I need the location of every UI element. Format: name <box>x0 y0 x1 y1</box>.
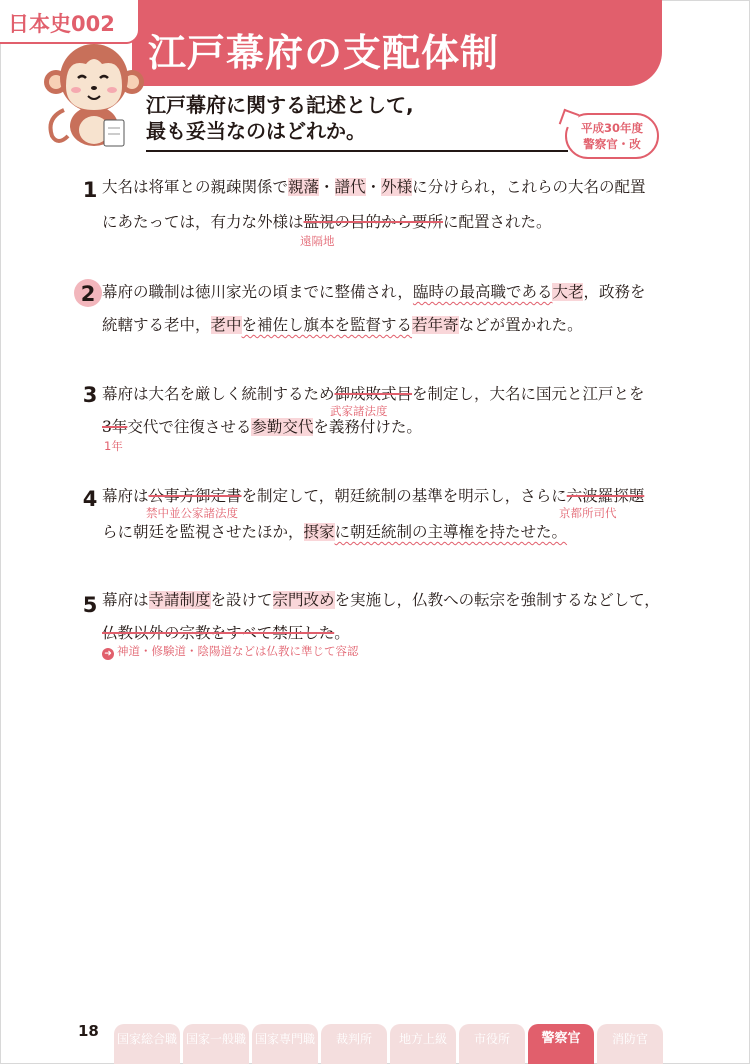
option-line-1: 大名は将軍との親疎関係で親藩・譜代・外様に分けられ，これらの大名の配置 <box>102 178 646 196</box>
correction-note: 遠隔地 <box>300 234 335 248</box>
page-number: 18 <box>78 1022 99 1040</box>
page-title: 江戸幕府の支配体制 <box>148 31 500 75</box>
question-text <box>146 92 414 144</box>
option-number: 3 <box>82 383 98 407</box>
incorrect-phrase: 仏教以外の宗教をすべて禁圧した <box>102 624 335 642</box>
exam-source-year: 平成30年度 <box>580 121 643 135</box>
option-line-2: 統轄する老中，老中を補佐し旗本を監督する若年寄などが置かれた。 <box>102 316 583 334</box>
option-line-2: 3年交代で往復させる参勤交代を義務付けた。 <box>102 418 422 436</box>
tab-kokka-senmon[interactable]: 国家専門職 <box>252 1024 318 1064</box>
option-line-2: らに朝廷を監視させたほか，摂家に朝廷統制の主導権を持たせた。 <box>102 523 568 541</box>
option-line-1: 幕府は大名を厳しく統制するため御成敗式目を制定し，大名に国元と江戸とを <box>102 385 645 403</box>
tab-kokka-sogo[interactable]: 国家総合職 <box>114 1024 180 1064</box>
tab-saibansho[interactable]: 裁判所 <box>321 1024 387 1064</box>
question-line-2: 最も妥当なのはどれか。 <box>146 119 366 143</box>
question-underline <box>146 150 568 152</box>
incorrect-phrase: 監視の目的から要所 <box>303 213 444 231</box>
correction-note: 禁中並公家諸法度 <box>146 506 238 520</box>
option-line-1: 幕府は公事方御定書を制定して，朝廷統制の基準を明示し，さらに六波羅探題 <box>102 487 645 505</box>
correct-answer-marker: 2 <box>74 279 102 307</box>
tab-shobokan[interactable]: 消防官 <box>597 1024 663 1064</box>
correction-note: 武家諸法度 <box>330 404 388 418</box>
question-line-1: 江戸幕府に関する記述として, <box>146 93 414 117</box>
explanation-note: ➜ 神道・修験道・陰陽道などは仏教に準じて容認 <box>102 643 359 660</box>
option-line-1: 幕府は寺請制度を設けて宗門改めを実施し，仏教への転宗を強制するなどして， <box>102 591 660 609</box>
tab-keisatsukan[interactable]: 警察官 <box>528 1024 594 1064</box>
option-line-1: 幕府の職制は徳川家光の頃までに整備され，臨時の最高職である大老，政務を <box>102 283 646 301</box>
monkey-mascot-icon <box>42 40 146 150</box>
correction-note: 1年 <box>104 439 123 453</box>
incorrect-phrase: 3年 <box>102 418 128 436</box>
option-number: 1 <box>82 178 98 202</box>
incorrect-phrase: 御成敗式目 <box>334 385 413 403</box>
tab-shiyakusho[interactable]: 市役所 <box>459 1024 525 1064</box>
arrow-right-icon: ➜ <box>102 648 114 660</box>
option-line-2: 仏教以外の宗教をすべて禁圧した。 <box>102 624 350 642</box>
exam-source-exam: 警察官・改 <box>583 137 641 151</box>
exam-source-badge <box>565 113 659 159</box>
correction-note: 京都所司代 <box>559 506 617 520</box>
tab-chiho-jokyu[interactable]: 地方上級 <box>390 1024 456 1064</box>
option-line-2: にあたっては，有力な外様は監視の目的から要所に配置された。 <box>102 213 552 231</box>
tab-kokka-ippan[interactable]: 国家一般職 <box>183 1024 249 1064</box>
option-number: 4 <box>82 487 98 511</box>
option-number: 5 <box>82 593 98 617</box>
subject-tag <box>0 0 140 44</box>
incorrect-phrase: 六波羅探題 <box>566 487 645 505</box>
subject-tag-label: 日本史002 <box>8 12 115 36</box>
incorrect-phrase: 公事方御定書 <box>148 487 242 505</box>
